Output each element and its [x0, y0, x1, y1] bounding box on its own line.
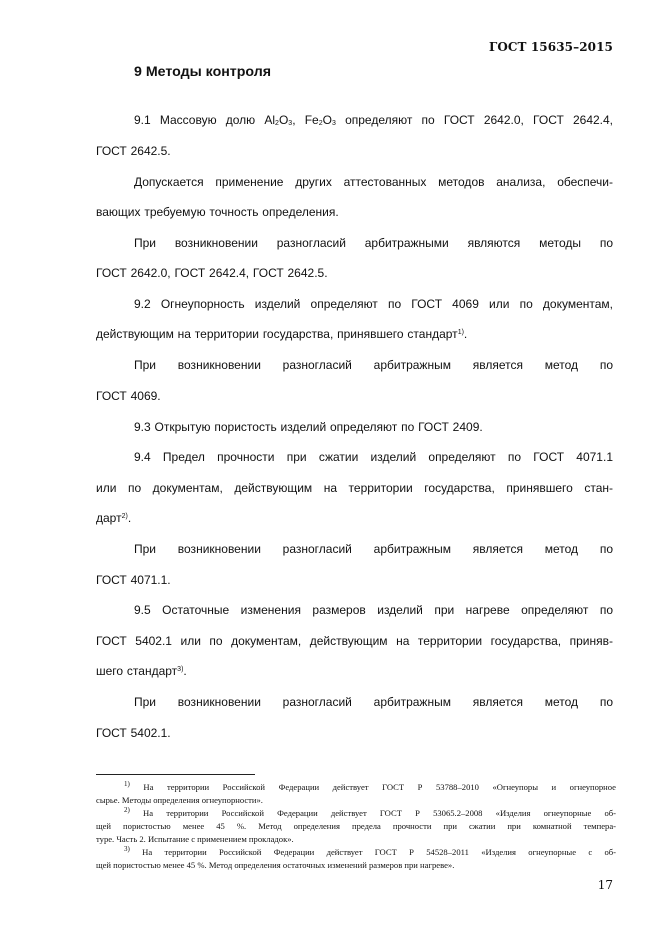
paragraph-line: вающих требуемую точность определения. — [96, 205, 339, 219]
footnote-line: сырье. Методы определения огнеупорности». — [96, 795, 263, 805]
paragraph-line: ГОСТ 2642.5. — [96, 144, 171, 158]
footnote-ref: 2) — [121, 513, 128, 520]
paragraph-line: ГОСТ 4069. — [96, 389, 161, 403]
footnote-line: щей пористостью менее 45 %. Метод определения остаточных изменений размеров при нагреве». — [96, 860, 455, 870]
paragraph-line: При возникновении разногласий арбитражным является метод по — [134, 695, 613, 709]
footnote-divider — [96, 774, 255, 775]
paragraph-line: 9.4 Предел прочности при сжатии изделий определяют по ГОСТ 4071.1 — [134, 450, 613, 464]
paragraph-line: действующим на территории государства, принявшего стандарт$^{1)}$. — [96, 327, 468, 341]
paragraph-line: или по документам, действующим на территории государства, принявшего стан- — [96, 481, 613, 495]
paragraph-line: 9.2 Огнеупорность изделий определяют по ГОСТ 4069 или по документам, — [134, 297, 613, 311]
footnote-line: щей пористостью менее 45 %. Метод определения предела прочности при сжатии при комнатной темпера- — [96, 821, 616, 831]
paragraph-line: ГОСТ 4071.1. — [96, 573, 171, 587]
paragraph-line: При возникновении разногласий арбитражным является метод по — [134, 542, 613, 556]
document-header: ГОСТ 15635–2015 — [488, 40, 613, 54]
paragraph-line: 9.5 Остаточные изменения размеров изделий при нагреве определяют по — [134, 603, 613, 617]
footnote-line: туре. Часть 2. Испытание с применением прокладок». — [96, 834, 294, 844]
paragraph-line: 9.3 Открытую пористость изделий определяют по ГОСТ 2409. — [134, 420, 483, 434]
paragraph-line: ГОСТ 2642.0, ГОСТ 2642.4, ГОСТ 2642.5. — [96, 266, 328, 280]
footnote-ref: 1) — [457, 329, 464, 336]
paragraph-line: ГОСТ 5402.1. — [96, 726, 171, 740]
paragraph-line: При возникновении разногласий арбитражным является метод по — [134, 358, 613, 372]
footnote-line: $^{2)}$ На территории Российской Федерации действует ГОСТ Р 53065.2–2008 «Изделия огнеупорные об- — [124, 806, 616, 818]
paragraph-line: При возникновении разногласий арбитражными являются методы по — [134, 236, 613, 250]
footnote-line: $^{1)}$ На территории Российской Федерации действует ГОСТ Р 53788–2010 «Огнеупоры и огнеупорное — [124, 780, 616, 792]
paragraph-line: шего стандарт$^{3)}$. — [96, 664, 187, 678]
footnote-ref: 3) — [177, 666, 184, 673]
paragraph-line: дарт$^{2)}$. — [96, 511, 132, 525]
page-number: 17 — [597, 878, 613, 892]
section-title: 9 Методы контроля — [134, 64, 272, 80]
footnote-line: $^{3)}$ На территории Российской Федерации действует ГОСТ Р 54528–2011 «Изделия огнеупорные с об- — [124, 845, 616, 857]
paragraph-line: 9.1 Массовую долю $Al_2O_3$, $Fe_2O_3$ определяют по ГОСТ 2642.0, ГОСТ 2642.4, — [134, 113, 614, 127]
paragraph-line: Допускается применение других аттестованных методов анализа, обеспечи- — [134, 175, 613, 189]
paragraph-line: ГОСТ 5402.1 или по документам, действующим на территории государства, приняв- — [96, 634, 613, 648]
